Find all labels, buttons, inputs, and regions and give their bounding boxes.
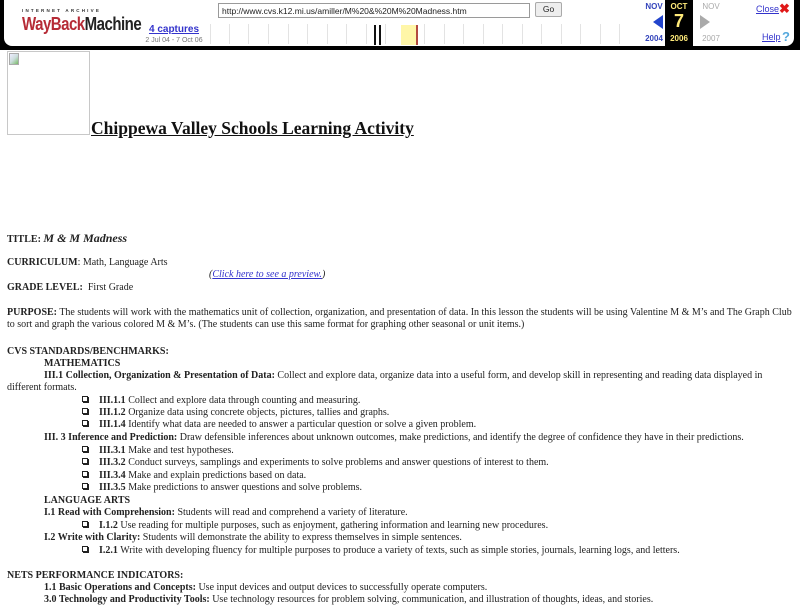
nets-indicator-1-text: Use input devices and output devices to successfully operate computers. bbox=[195, 582, 488, 593]
benchmark-text: Write with developing fluency for multiple purposes to produce a variety of texts, such as simple stories, journals, learning logs, and letters. bbox=[117, 545, 680, 556]
checkbox-bullet-icon bbox=[82, 396, 88, 402]
grade-level-label: GRADE LEVEL: bbox=[7, 282, 83, 293]
paren-open: ( bbox=[209, 269, 213, 280]
paren-close: ) bbox=[321, 269, 326, 280]
help-icon[interactable]: ? bbox=[782, 29, 790, 44]
benchmark-item bbox=[82, 457, 549, 469]
benchmark-code: I.2.1 bbox=[99, 545, 118, 556]
benchmark-text: Make and test hypotheses. bbox=[125, 445, 234, 456]
benchmark-text: Collect and explore data through counting and measuring. bbox=[125, 395, 361, 406]
benchmark-text: Organize data using concrete objects, pictures, tallies and graphs. bbox=[125, 407, 390, 418]
benchmark-text: Conduct surveys, samplings and experiments to solve problems and answer questions of interest to them. bbox=[125, 457, 549, 468]
nets-indicator-3-label: 3.0 Technology and Productivity Tools: bbox=[44, 594, 210, 605]
benchmark-code: III.3.4 bbox=[99, 470, 126, 481]
la-standard-2-label: I.2 Write with Clarity: bbox=[44, 532, 141, 543]
la-standard-1-text: Students will read and comprehend a variety of literature. bbox=[174, 507, 408, 518]
benchmark-code: III.3.5 bbox=[99, 482, 126, 493]
nets-indicator-1-label: 1.1 Basic Operations and Concepts: bbox=[44, 582, 196, 593]
math-standard-1-text: Collect and explore data, organize data into a useful form, and develop skill in representing and reading data displayed in bbox=[274, 370, 763, 381]
benchmark-code: I.1.2 bbox=[99, 520, 118, 531]
wayback-toolbar-panel bbox=[4, 0, 794, 46]
captures-info bbox=[142, 24, 206, 44]
captures-range: 2 Jul 04 - 7 Oct 06 bbox=[145, 37, 203, 44]
capture-year-2004-bar-2[interactable] bbox=[379, 25, 381, 45]
benchmark-item bbox=[82, 470, 306, 482]
benchmark-item bbox=[82, 407, 389, 419]
broken-image-placeholder bbox=[7, 51, 90, 135]
la-standard-2-text: Students will demonstrate the ability to express themselves in simple sentences. bbox=[140, 532, 462, 543]
purpose-label: PURPOSE: bbox=[7, 307, 57, 318]
benchmark-item bbox=[82, 419, 476, 431]
benchmark-item bbox=[82, 395, 360, 407]
nets-heading bbox=[7, 570, 183, 582]
capture-year-2004-bar[interactable] bbox=[374, 25, 376, 45]
broken-image-icon bbox=[9, 53, 19, 65]
checkbox-bullet-icon bbox=[82, 521, 88, 527]
title-row bbox=[7, 232, 127, 246]
benchmark-text: Make predictions to answer questions and solve problems. bbox=[125, 482, 363, 493]
math-standard-1 bbox=[44, 370, 762, 382]
math-standard-3-text: Draw defensible inferences about unknown outcomes, make predictions, and identify the degree of confidence they have in their predictions. bbox=[177, 432, 744, 443]
prev-year: 2004 bbox=[645, 34, 663, 43]
capture-timeline-sparkline[interactable] bbox=[208, 22, 634, 46]
next-capture-nav bbox=[693, 0, 729, 46]
checkbox-bullet-icon bbox=[82, 420, 88, 426]
benchmark-text: Make and explain predictions based on data. bbox=[125, 470, 307, 481]
language-arts-heading bbox=[44, 495, 130, 507]
grade-level-row bbox=[7, 282, 133, 294]
math-standard-3 bbox=[44, 432, 744, 444]
math-standard-3-label: III. 3 Inference and Prediction: bbox=[44, 432, 178, 443]
wayback-machine-wordmark bbox=[22, 13, 142, 35]
capture-year-2006-bar[interactable] bbox=[416, 25, 418, 45]
math-standard-1-text-cont: different formats. bbox=[7, 382, 77, 393]
prev-month: NOV bbox=[645, 2, 663, 11]
benchmark-item bbox=[82, 545, 680, 557]
help-link[interactable]: Help bbox=[762, 32, 781, 42]
wordmark-machine: Machine bbox=[84, 13, 142, 35]
next-year: 2007 bbox=[702, 34, 720, 43]
checkbox-bullet-icon bbox=[82, 546, 88, 552]
benchmark-code: III.1.2 bbox=[99, 407, 126, 418]
curriculum-value: : Math, Language Arts bbox=[77, 257, 168, 268]
current-capture-date bbox=[665, 0, 693, 46]
benchmark-text: Identify what data are needed to answer a particular question or solve a given problem. bbox=[125, 419, 477, 430]
checkbox-bullet-icon bbox=[82, 408, 88, 414]
previous-arrow-icon[interactable] bbox=[653, 15, 663, 29]
math-heading bbox=[44, 358, 120, 370]
standards-label: CVS STANDARDS/BENCHMARKS: bbox=[7, 346, 169, 357]
purpose-paragraph bbox=[7, 307, 797, 331]
benchmark-item bbox=[82, 482, 362, 494]
page-title: Chippewa Valley Schools Learning Activity bbox=[91, 118, 414, 138]
close-link[interactable]: Close bbox=[756, 4, 780, 14]
checkbox-bullet-icon bbox=[82, 483, 88, 489]
close-icon[interactable]: ✖ bbox=[779, 1, 790, 16]
checkbox-bullet-icon bbox=[82, 471, 88, 477]
nets-indicator-3 bbox=[44, 594, 653, 606]
standards-heading bbox=[7, 346, 169, 358]
url-input[interactable] bbox=[218, 3, 530, 18]
benchmark-code: III.1.1 bbox=[99, 395, 126, 406]
current-month: OCT bbox=[670, 2, 688, 11]
go-button[interactable]: Go bbox=[535, 2, 562, 17]
current-day: 7 bbox=[673, 11, 684, 31]
nets-indicator-1 bbox=[44, 582, 487, 594]
curriculum-row bbox=[7, 257, 168, 269]
next-month: NOV bbox=[702, 2, 720, 11]
la-standard-1 bbox=[44, 507, 408, 519]
math-heading-label: MATHEMATICS bbox=[44, 358, 121, 369]
preview-link-wrapper bbox=[209, 269, 325, 280]
benchmark-code: III.3.2 bbox=[99, 457, 126, 468]
checkbox-bullet-icon bbox=[82, 458, 88, 464]
captures-link[interactable]: 4 captures bbox=[148, 24, 200, 35]
benchmark-code: III.3.1 bbox=[99, 445, 126, 456]
benchmark-text: Use reading for multiple purposes, such as enjoyment, gathering information and learning new procedures. bbox=[117, 520, 549, 531]
internet-archive-label: INTERNET ARCHIVE bbox=[22, 8, 102, 13]
math-standard-1-cont bbox=[7, 382, 77, 394]
wordmark-way: WayBack bbox=[22, 13, 85, 35]
math-standard-1-label: III.1 Collection, Organization & Presentation of Data: bbox=[44, 370, 275, 381]
benchmark-item bbox=[82, 520, 548, 532]
benchmark-code: III.1.4 bbox=[99, 419, 126, 430]
grade-level-value: First Grade bbox=[82, 282, 134, 293]
curriculum-label: CURRICULUM bbox=[7, 257, 78, 268]
purpose-text: The students will work with the mathematics unit of collection, organization, and presentation of data. In this lesson the students will be using Valentine M & M’s and The Graph Club to sort and graph the various colored M & M’s. (The students can use this same format for graphing other seasonal or unit items.) bbox=[7, 307, 792, 330]
wayback-toolbar bbox=[0, 0, 800, 50]
la-standard-1-label: I.1 Read with Comprehension: bbox=[44, 507, 175, 518]
next-arrow-icon bbox=[700, 15, 710, 29]
preview-link[interactable]: Click here to see a preview. bbox=[212, 269, 322, 280]
checkbox-bullet-icon bbox=[82, 446, 88, 452]
current-year: 2006 bbox=[670, 34, 688, 43]
current-year-highlight bbox=[401, 25, 417, 45]
nets-indicator-3-text: Use technology resources for problem solving, communication, and illustration of thoughts, ideas, and stories. bbox=[209, 594, 654, 605]
title-label: TITLE: bbox=[7, 234, 41, 245]
title-value: M & M Madness bbox=[43, 231, 128, 245]
nets-label: NETS PERFORMANCE INDICATORS: bbox=[7, 570, 184, 581]
la-standard-2 bbox=[44, 532, 462, 544]
wayback-logo[interactable] bbox=[22, 8, 142, 38]
language-arts-label: LANGUAGE ARTS bbox=[44, 495, 131, 506]
benchmark-item bbox=[82, 445, 234, 457]
